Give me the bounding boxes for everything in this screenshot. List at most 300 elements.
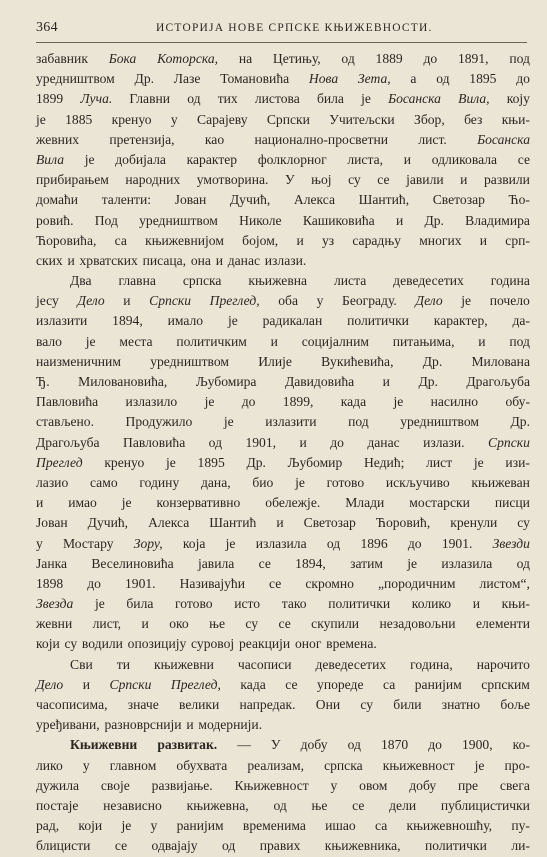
word: од — [516, 555, 530, 571]
word: добу — [300, 737, 328, 753]
word: Мостару — [63, 535, 114, 551]
word: и — [186, 717, 194, 733]
word: политички — [347, 313, 409, 329]
text-line — [36, 816, 530, 836]
italic-title-word: Преглед, — [209, 293, 260, 309]
italic-title-word: Вила — [36, 151, 64, 167]
word: излазити — [36, 313, 88, 329]
italic-title-word: Српски — [109, 676, 152, 692]
word: политички — [424, 838, 487, 854]
word: је — [121, 495, 132, 511]
word: је — [295, 474, 305, 490]
word: у — [170, 111, 178, 127]
word: је — [407, 555, 418, 571]
word: пу- — [511, 818, 530, 834]
word: Љубомира — [195, 374, 257, 389]
word: била — [316, 91, 344, 107]
italic-title-word: Српски — [488, 434, 530, 450]
word: Милована — [471, 353, 530, 369]
section-heading-word: Књижевни — [70, 737, 138, 753]
word: година, — [410, 656, 453, 672]
italic-title-word: Вила, — [458, 91, 490, 107]
word: Алекса — [293, 192, 336, 208]
word: Светозар — [303, 515, 356, 531]
word: Вукићевића, — [321, 353, 394, 369]
word: српска — [182, 273, 222, 289]
word: конзервативно — [156, 495, 241, 511]
word: „породичним — [378, 575, 456, 591]
word: Под — [94, 212, 118, 228]
word: она — [190, 252, 211, 268]
word: излази. — [264, 252, 307, 268]
word: ишао — [325, 818, 356, 834]
text-line — [36, 130, 530, 150]
word: је — [204, 394, 215, 410]
word: Дучић, — [229, 192, 271, 208]
word: фолклорног — [257, 151, 327, 167]
word: незадовољни — [379, 616, 456, 632]
word: реализам, — [247, 757, 304, 773]
word: уз — [321, 232, 335, 248]
word: Илије — [258, 353, 292, 369]
text-line — [36, 534, 530, 554]
word: карактер — [186, 151, 238, 167]
word: Светозар — [432, 192, 485, 208]
word: до — [407, 535, 422, 551]
word: развили — [484, 172, 530, 188]
word: Др. — [418, 374, 438, 389]
word: од — [341, 51, 355, 66]
word: разноврснији — [104, 717, 182, 733]
word: затим — [350, 555, 383, 571]
text-line — [36, 291, 530, 311]
word: политичким — [176, 333, 247, 349]
text-line — [36, 170, 530, 190]
word: и — [472, 596, 481, 612]
word: Ћоровића, — [36, 232, 97, 248]
word: Др. — [510, 414, 530, 430]
text-line — [36, 695, 530, 715]
word: кренуо — [104, 454, 145, 470]
word: Два — [70, 273, 92, 289]
word: се — [114, 838, 128, 854]
word: прибирањем — [36, 172, 109, 188]
word: у — [36, 535, 43, 551]
word: одликовала — [431, 151, 498, 167]
word: ње — [209, 616, 225, 632]
word: годину — [139, 474, 180, 490]
word: српска — [324, 757, 363, 773]
word: Недић; — [363, 454, 405, 470]
word: Они — [315, 697, 341, 712]
word: је — [85, 333, 96, 349]
word: Лазе — [173, 71, 201, 87]
text-line — [36, 332, 530, 352]
italic-title-word: Которска, — [157, 51, 219, 66]
word: социјалним — [301, 333, 369, 349]
word: уредништвом — [36, 71, 115, 87]
word: Збор, — [414, 111, 445, 127]
word: блицисти — [36, 838, 91, 854]
word: књижеван — [471, 474, 530, 490]
word: 1891, — [457, 51, 489, 66]
word: политички — [328, 596, 391, 612]
word: када — [340, 394, 367, 410]
word: главном — [109, 757, 157, 773]
text-line — [36, 190, 530, 210]
word: главна — [118, 273, 156, 289]
word: изи- — [505, 454, 530, 470]
word: деведесетих — [393, 273, 464, 289]
word: часописима, — [36, 697, 108, 712]
word: само — [89, 474, 118, 490]
word: добу — [409, 777, 437, 793]
text-line — [36, 715, 530, 735]
body-text — [36, 49, 530, 857]
word: јавили — [406, 172, 444, 188]
word: Књижевност — [234, 777, 309, 793]
word: а — [410, 71, 417, 87]
italic-title-word: Дело — [77, 293, 105, 309]
word: до — [330, 434, 344, 450]
word: књижевна, — [186, 797, 249, 813]
word: скупили — [311, 616, 360, 632]
italic-title-word: Преглед, — [170, 676, 221, 692]
word: су — [245, 616, 259, 632]
word: и — [276, 515, 284, 531]
word: свега — [499, 777, 530, 793]
word: је — [473, 454, 484, 470]
word: је — [166, 454, 176, 470]
text-line — [36, 735, 530, 755]
word: ранијим — [176, 818, 224, 834]
word: је — [461, 293, 472, 309]
word: бојом, — [242, 232, 279, 248]
italic-title-word: Нова — [308, 71, 339, 87]
word: рад, — [36, 818, 60, 834]
word: писаца, — [142, 252, 187, 268]
word: са — [383, 676, 396, 692]
header-rule — [36, 42, 527, 43]
italic-title-word: Босанска — [388, 91, 441, 107]
section-heading-word: развитак. — [157, 737, 218, 753]
text-line — [36, 69, 530, 89]
word: је — [227, 313, 238, 329]
word: су — [64, 636, 78, 652]
word: наизменичним — [36, 353, 121, 369]
word: под — [509, 333, 530, 349]
word: Др. — [134, 71, 155, 87]
text-line — [36, 433, 530, 453]
word: Главни — [129, 91, 171, 107]
text-line — [36, 251, 530, 271]
word: била — [126, 596, 154, 612]
word: Дучић, — [87, 515, 129, 531]
word: Београду. — [342, 293, 397, 309]
word: умотворина. — [196, 172, 269, 188]
word: своје — [100, 777, 130, 793]
word: временима — [242, 818, 306, 834]
word: и — [270, 333, 278, 349]
word: Сарајеву — [197, 111, 248, 127]
word: до — [428, 737, 442, 753]
word: суровој — [191, 636, 235, 652]
word: данас — [367, 434, 400, 450]
word: под — [348, 414, 369, 430]
word: око — [169, 616, 189, 632]
word: реакцији — [238, 636, 291, 652]
word: када — [240, 676, 266, 692]
word: 1895 — [197, 454, 225, 470]
running-head: ИСТОРИЈА НОВЕ СРПСКЕ КЊИЖЕВНОСТИ. — [156, 22, 433, 34]
word: јесу — [36, 293, 59, 309]
word: времена. — [326, 636, 377, 652]
word: Др. — [422, 353, 443, 369]
italic-title-word: Зору, — [133, 535, 163, 551]
italic-title-word: Бока — [108, 51, 137, 66]
word: 1898 — [36, 575, 64, 591]
word: готово — [175, 596, 213, 612]
word: јавила — [197, 555, 235, 571]
word: листом“, — [479, 575, 530, 591]
word: национално-просветни — [254, 131, 389, 147]
word: Ћоровић, — [375, 515, 431, 531]
word: дана, — [200, 474, 231, 490]
word: књижевност — [382, 757, 455, 773]
word: излазила — [441, 555, 493, 571]
word: добијала — [115, 151, 166, 167]
word: напредак. — [239, 697, 296, 712]
italic-title-word: Преглед — [36, 454, 83, 470]
word: 1889 — [375, 51, 403, 66]
word: са — [375, 818, 388, 834]
word: пре — [457, 777, 479, 793]
word: Продужило — [125, 414, 193, 430]
word: кренуо — [111, 111, 152, 127]
word: излазило — [125, 394, 178, 410]
word: је — [225, 535, 236, 551]
word: се — [377, 172, 390, 188]
word: мостарски — [409, 495, 470, 511]
word: уређивани, — [36, 717, 100, 733]
word: карактер, — [433, 313, 488, 329]
word: Томановића — [220, 71, 290, 87]
word: У — [270, 737, 281, 753]
word: 1896 — [360, 535, 388, 551]
text-line — [36, 756, 530, 776]
word: — — [237, 737, 251, 753]
word: 1895 — [469, 71, 497, 87]
word: и — [67, 252, 75, 268]
word: и — [478, 333, 486, 349]
word: деведесетих — [315, 656, 387, 672]
word: књижевни — [153, 656, 214, 672]
word: оба — [278, 293, 298, 309]
word: уредништвом — [150, 353, 229, 369]
text-line — [36, 150, 530, 170]
word: под — [509, 51, 530, 66]
word: њој — [311, 172, 332, 188]
word: до — [423, 51, 438, 66]
word: која — [182, 535, 206, 551]
word: ских — [36, 252, 63, 268]
word: Сви — [70, 656, 93, 672]
word: је — [361, 91, 371, 107]
word: почело — [489, 293, 530, 309]
word: је — [94, 596, 105, 612]
word: у — [82, 757, 90, 773]
word: боље — [500, 697, 530, 712]
word: Давидовића — [284, 374, 355, 389]
word: су — [360, 697, 374, 712]
word: излазила — [255, 535, 307, 551]
word: се — [517, 151, 530, 167]
word: дужила — [36, 777, 80, 793]
text-line — [36, 634, 530, 654]
word: је — [121, 818, 132, 834]
text-line — [36, 513, 530, 533]
word: Учитељски — [329, 111, 395, 127]
word: Млади — [345, 495, 385, 511]
text-line — [36, 392, 530, 412]
word: излазити — [265, 414, 317, 430]
word: српским — [481, 676, 530, 692]
word: Јован — [174, 192, 207, 208]
word: листа, — [347, 151, 384, 167]
word: књи- — [501, 111, 530, 127]
word: колико — [411, 596, 452, 612]
word: књижевна — [248, 273, 308, 289]
word: од — [221, 838, 236, 854]
word: имало — [167, 313, 204, 329]
word: су — [517, 515, 530, 531]
word: оног — [294, 636, 322, 652]
italic-title-word: Звезда — [36, 596, 74, 612]
italic-title-word: Луча. — [80, 91, 113, 107]
word: таленти: — [101, 192, 152, 208]
page-header — [36, 14, 517, 54]
word: је — [474, 757, 485, 773]
word: 1901. — [124, 575, 156, 591]
italic-title-word: Дело — [415, 293, 443, 309]
word: Павловића — [36, 394, 99, 410]
word: тих — [217, 91, 238, 107]
word: Шантић — [209, 515, 257, 531]
text-line — [36, 675, 530, 695]
word: од — [326, 535, 341, 551]
word: књижевнијом — [145, 232, 224, 248]
word: Миловановића, — [78, 374, 168, 389]
word: обу- — [505, 394, 530, 410]
word: без — [464, 111, 483, 127]
word: 1894, — [112, 313, 143, 329]
word: 1870 — [380, 737, 409, 753]
word: лико — [36, 757, 63, 773]
text-line — [36, 49, 530, 69]
word: срп- — [505, 232, 530, 248]
word: излази. — [423, 434, 465, 450]
word: данас — [227, 252, 261, 268]
text-line — [36, 493, 530, 513]
word: жевних — [36, 131, 80, 147]
word: обухвата — [176, 757, 228, 773]
word: од — [208, 434, 222, 450]
word: лазио — [36, 474, 69, 490]
text-line — [36, 473, 530, 493]
word: се — [352, 797, 365, 813]
word: готово — [326, 474, 365, 490]
word: Ђ. — [36, 374, 50, 389]
word: елементи — [476, 616, 530, 632]
word: у — [150, 818, 158, 834]
word: су — [348, 172, 361, 188]
word: дели — [389, 797, 417, 813]
word: са — [114, 232, 127, 248]
word: развијање. — [151, 777, 213, 793]
word: Ћо- — [508, 192, 530, 208]
word: значе — [127, 697, 159, 712]
word: знатно — [441, 697, 481, 712]
text-line — [36, 796, 530, 816]
text-line — [36, 554, 530, 574]
word: као — [204, 131, 225, 147]
word: писци — [494, 495, 530, 511]
word: Др. — [246, 454, 266, 470]
text-line — [36, 655, 530, 675]
word: 1885 — [65, 111, 93, 127]
word: од — [347, 737, 361, 753]
word: и — [296, 232, 304, 248]
word: и — [403, 151, 412, 167]
text-line — [36, 776, 530, 796]
word: ко- — [512, 737, 530, 753]
word: књижевношћу, — [406, 818, 493, 834]
word: Драгољуба — [466, 374, 530, 389]
word: Алекса — [148, 515, 190, 531]
word: водили — [81, 636, 123, 652]
word: је — [393, 394, 404, 410]
text-line — [36, 352, 530, 372]
italic-title-word: Босанска — [477, 131, 530, 147]
word: места — [119, 333, 153, 349]
word: вало — [36, 333, 62, 349]
word: уредништвом — [400, 414, 479, 430]
word: домаћи — [36, 192, 79, 208]
word: стављено. — [36, 414, 94, 430]
word: књи- — [501, 596, 530, 612]
word: претензија, — [109, 131, 175, 147]
text-line — [36, 412, 530, 432]
word: сарадњу — [352, 232, 401, 248]
word: упореде — [317, 676, 364, 692]
word: нарочито — [476, 656, 530, 672]
word: листова — [254, 91, 300, 107]
word: хрватских — [79, 252, 138, 268]
italic-title-word: Дело — [36, 676, 64, 692]
word: скромно — [305, 575, 354, 591]
word: лист — [426, 454, 453, 470]
word: ли- — [511, 838, 530, 854]
word: Драгољуба — [36, 434, 100, 450]
word: Називајући — [179, 575, 246, 591]
word: и — [479, 232, 488, 248]
word: Павловића — [123, 434, 186, 450]
word: имао — [68, 495, 97, 511]
word: Владимира — [465, 212, 530, 228]
word: ње — [311, 797, 328, 813]
word: искључиво — [385, 474, 450, 490]
word: 1901, — [245, 434, 277, 450]
